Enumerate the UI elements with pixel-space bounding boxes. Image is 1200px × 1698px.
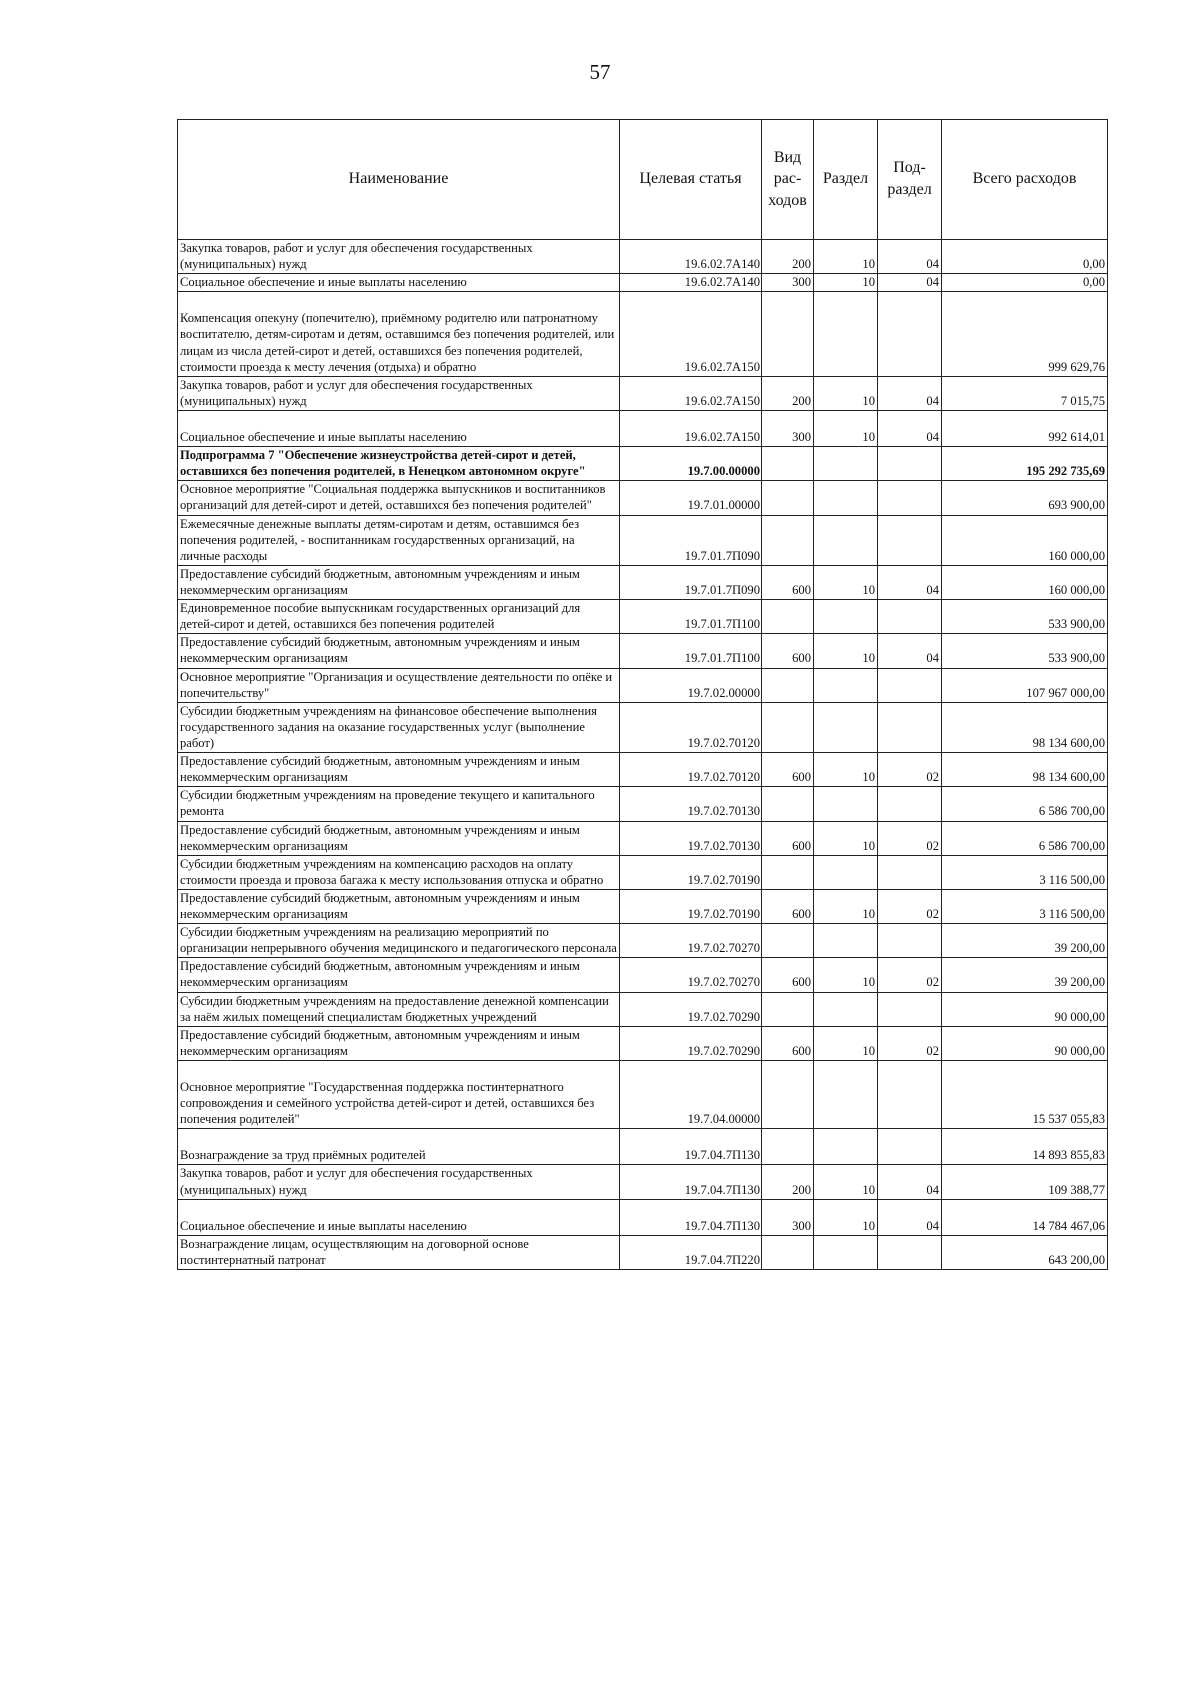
row-razdel <box>814 702 878 752</box>
row-podrazdel <box>878 855 942 889</box>
row-podrazdel <box>878 1235 942 1269</box>
row-code: 19.7.01.7П100 <box>620 600 762 634</box>
row-razdel <box>814 447 878 481</box>
row-total: 6 586 700,00 <box>942 787 1108 821</box>
row-vid: 300 <box>762 1199 814 1235</box>
row-code: 19.7.02.70130 <box>620 787 762 821</box>
table-row <box>178 668 1108 702</box>
row-total: 992 614,01 <box>942 410 1108 446</box>
table-row <box>178 410 1108 446</box>
row-total: 3 116 500,00 <box>942 855 1108 889</box>
row-code: 19.7.02.70270 <box>620 958 762 992</box>
row-total: 14 784 467,06 <box>942 1199 1108 1235</box>
row-total: 3 116 500,00 <box>942 889 1108 923</box>
row-name: Субсидии бюджетным учреждениям на проведение текущего и капитального ремонта <box>178 787 620 821</box>
row-razdel: 10 <box>814 889 878 923</box>
row-name: Субсидии бюджетным учреждениям на компенсацию расходов на оплату стоимости проезда и провоза багажа к месту использования отпуска и обратно <box>178 855 620 889</box>
row-vid <box>762 702 814 752</box>
row-code: 19.7.00.00000 <box>620 447 762 481</box>
row-podrazdel <box>878 1129 942 1165</box>
row-vid: 300 <box>762 410 814 446</box>
row-razdel: 10 <box>814 821 878 855</box>
row-total: 160 000,00 <box>942 565 1108 599</box>
row-code: 19.7.02.70290 <box>620 992 762 1026</box>
row-total: 98 134 600,00 <box>942 753 1108 787</box>
row-name: Основное мероприятие "Государственная поддержка постинтернатного сопровождения и семейного устройства детей-сирот и детей, оставшихся без попечения родителей" <box>178 1061 620 1129</box>
row-vid <box>762 481 814 515</box>
table-row <box>178 1129 1108 1165</box>
row-code: 19.7.04.00000 <box>620 1061 762 1129</box>
row-code: 19.7.04.7П130 <box>620 1199 762 1235</box>
row-total: 533 900,00 <box>942 634 1108 668</box>
row-podrazdel: 04 <box>878 565 942 599</box>
row-total: 7 015,75 <box>942 376 1108 410</box>
row-razdel <box>814 515 878 565</box>
row-razdel <box>814 992 878 1026</box>
row-name: Предоставление субсидий бюджетным, автономным учреждениям и иным некоммерческим организациям <box>178 1026 620 1060</box>
table-row <box>178 753 1108 787</box>
row-vid: 600 <box>762 753 814 787</box>
row-total: 39 200,00 <box>942 924 1108 958</box>
table-row <box>178 240 1108 274</box>
row-total: 15 537 055,83 <box>942 1061 1108 1129</box>
row-razdel <box>814 1129 878 1165</box>
row-podrazdel <box>878 668 942 702</box>
row-total: 107 967 000,00 <box>942 668 1108 702</box>
row-razdel <box>814 1235 878 1269</box>
row-vid: 600 <box>762 958 814 992</box>
table-header-row <box>178 120 1108 240</box>
row-vid <box>762 1061 814 1129</box>
row-code: 19.7.02.70290 <box>620 1026 762 1060</box>
row-code: 19.7.02.00000 <box>620 668 762 702</box>
row-name: Социальное обеспечение и иные выплаты населению <box>178 274 620 292</box>
row-total: 643 200,00 <box>942 1235 1108 1269</box>
row-total: 693 900,00 <box>942 481 1108 515</box>
row-total: 98 134 600,00 <box>942 702 1108 752</box>
row-razdel <box>814 855 878 889</box>
row-podrazdel: 04 <box>878 1165 942 1199</box>
row-code: 19.7.04.7П220 <box>620 1235 762 1269</box>
row-razdel <box>814 787 878 821</box>
table-row <box>178 565 1108 599</box>
row-vid <box>762 924 814 958</box>
row-podrazdel <box>878 600 942 634</box>
row-vid <box>762 992 814 1026</box>
table-body <box>178 240 1108 1270</box>
table-row <box>178 702 1108 752</box>
row-total: 6 586 700,00 <box>942 821 1108 855</box>
row-razdel: 10 <box>814 376 878 410</box>
row-code: 19.7.04.7П130 <box>620 1129 762 1165</box>
row-vid: 600 <box>762 821 814 855</box>
row-total: 0,00 <box>942 240 1108 274</box>
header-total: Всего расходов <box>942 120 1108 240</box>
row-code: 19.7.02.70190 <box>620 889 762 923</box>
row-name: Вознаграждение за труд приёмных родителей <box>178 1129 620 1165</box>
page-number: 57 <box>589 60 611 84</box>
table-row <box>178 855 1108 889</box>
header-podrazdel: Под-раздел <box>878 120 942 240</box>
row-podrazdel: 02 <box>878 1026 942 1060</box>
row-podrazdel <box>878 924 942 958</box>
row-name: Основное мероприятие "Организация и осуществление деятельности по опёке и попечительству" <box>178 668 620 702</box>
row-vid: 300 <box>762 274 814 292</box>
row-podrazdel: 02 <box>878 958 942 992</box>
row-code: 19.7.02.70120 <box>620 753 762 787</box>
row-podrazdel: 04 <box>878 376 942 410</box>
row-code: 19.7.01.7П090 <box>620 565 762 599</box>
row-total: 109 388,77 <box>942 1165 1108 1199</box>
row-podrazdel: 04 <box>878 410 942 446</box>
table-row <box>178 634 1108 668</box>
row-vid <box>762 600 814 634</box>
row-razdel: 10 <box>814 565 878 599</box>
row-vid <box>762 447 814 481</box>
row-podrazdel <box>878 515 942 565</box>
row-razdel <box>814 600 878 634</box>
row-vid: 200 <box>762 1165 814 1199</box>
header-code: Целевая статья <box>620 120 762 240</box>
table-row <box>178 924 1108 958</box>
row-name: Вознаграждение лицам, осуществляющим на договорной основе постинтернатный патронат <box>178 1235 620 1269</box>
row-total: 39 200,00 <box>942 958 1108 992</box>
row-podrazdel: 02 <box>878 753 942 787</box>
row-razdel: 10 <box>814 410 878 446</box>
row-code: 19.6.02.7А150 <box>620 376 762 410</box>
row-name: Компенсация опекуну (попечителю), приёмному родителю или патронатному воспитателю, детям-сиротам и детям, оставшимся без попечения родителей, или лицам из числа детей-сирот и детей, оставшихся без попечения родителей, стоимости проезда к месту лечения (отдыха) и обратно <box>178 292 620 376</box>
table-row <box>178 1026 1108 1060</box>
row-podrazdel <box>878 992 942 1026</box>
row-razdel: 10 <box>814 1199 878 1235</box>
row-razdel: 10 <box>814 753 878 787</box>
row-vid: 600 <box>762 565 814 599</box>
row-name: Закупка товаров, работ и услуг для обеспечения государственных (муниципальных) нужд <box>178 376 620 410</box>
table-row <box>178 787 1108 821</box>
row-code: 19.6.02.7А150 <box>620 410 762 446</box>
table-row <box>178 821 1108 855</box>
row-code: 19.7.01.7П090 <box>620 515 762 565</box>
row-vid: 200 <box>762 376 814 410</box>
row-code: 19.7.02.70270 <box>620 924 762 958</box>
row-code: 19.6.02.7А140 <box>620 240 762 274</box>
row-podrazdel: 04 <box>878 274 942 292</box>
row-vid <box>762 787 814 821</box>
row-name: Предоставление субсидий бюджетным, автономным учреждениям и иным некоммерческим организациям <box>178 889 620 923</box>
row-name: Субсидии бюджетным учреждениям на предоставление денежной компенсации за наём жилых помещений специалистам бюджетных учреждений <box>178 992 620 1026</box>
row-name: Закупка товаров, работ и услуг для обеспечения государственных (муниципальных) нужд <box>178 1165 620 1199</box>
row-razdel: 10 <box>814 274 878 292</box>
row-vid: 600 <box>762 1026 814 1060</box>
row-name: Основное мероприятие "Социальная поддержка выпускников и воспитанников организаций для детей-сирот и детей, оставшихся без попечения родителей" <box>178 481 620 515</box>
row-vid <box>762 292 814 376</box>
table-row <box>178 992 1108 1026</box>
row-razdel: 10 <box>814 240 878 274</box>
row-name: Ежемесячные денежные выплаты детям-сиротам и детям, оставшимся без попечения родителей, - воспитанникам государственных организаций, на личные расходы <box>178 515 620 565</box>
row-podrazdel <box>878 292 942 376</box>
row-code: 19.7.02.70130 <box>620 821 762 855</box>
header-name: Наименование <box>178 120 620 240</box>
row-razdel: 10 <box>814 1165 878 1199</box>
table-row <box>178 274 1108 292</box>
row-razdel <box>814 481 878 515</box>
table-row <box>178 292 1108 376</box>
row-razdel <box>814 292 878 376</box>
row-name: Подпрограмма 7 "Обеспечение жизнеустройства детей-сирот и детей, оставшихся без попечения родителей, в Ненецком автономном округе" <box>178 447 620 481</box>
row-vid: 200 <box>762 240 814 274</box>
row-vid: 600 <box>762 634 814 668</box>
row-podrazdel <box>878 1061 942 1129</box>
table-row <box>178 481 1108 515</box>
header-razdel: Раздел <box>814 120 878 240</box>
table-row <box>178 447 1108 481</box>
row-code: 19.7.01.00000 <box>620 481 762 515</box>
row-total: 195 292 735,69 <box>942 447 1108 481</box>
row-code: 19.6.02.7А140 <box>620 274 762 292</box>
row-code: 19.7.04.7П130 <box>620 1165 762 1199</box>
row-vid <box>762 855 814 889</box>
row-podrazdel <box>878 481 942 515</box>
row-podrazdel: 04 <box>878 240 942 274</box>
row-name: Социальное обеспечение и иные выплаты населению <box>178 410 620 446</box>
row-razdel <box>814 924 878 958</box>
row-total: 160 000,00 <box>942 515 1108 565</box>
row-name: Предоставление субсидий бюджетным, автономным учреждениям и иным некоммерческим организациям <box>178 634 620 668</box>
table-row <box>178 1199 1108 1235</box>
row-vid: 600 <box>762 889 814 923</box>
row-podrazdel: 04 <box>878 1199 942 1235</box>
table-row <box>178 1061 1108 1129</box>
row-vid <box>762 668 814 702</box>
row-podrazdel: 02 <box>878 821 942 855</box>
row-total: 90 000,00 <box>942 1026 1108 1060</box>
row-podrazdel <box>878 702 942 752</box>
row-razdel <box>814 668 878 702</box>
row-name: Предоставление субсидий бюджетным, автономным учреждениям и иным некоммерческим организациям <box>178 753 620 787</box>
table-row <box>178 1235 1108 1269</box>
table-row <box>178 958 1108 992</box>
row-name: Предоставление субсидий бюджетным, автономным учреждениям и иным некоммерческим организациям <box>178 821 620 855</box>
row-code: 19.7.02.70120 <box>620 702 762 752</box>
row-total: 14 893 855,83 <box>942 1129 1108 1165</box>
row-podrazdel <box>878 787 942 821</box>
row-name: Социальное обеспечение и иные выплаты населению <box>178 1199 620 1235</box>
row-name: Предоставление субсидий бюджетным, автономным учреждениям и иным некоммерческим организациям <box>178 958 620 992</box>
row-code: 19.7.02.70190 <box>620 855 762 889</box>
table-row <box>178 376 1108 410</box>
table-row <box>178 515 1108 565</box>
row-code: 19.7.01.7П100 <box>620 634 762 668</box>
row-code: 19.6.02.7А150 <box>620 292 762 376</box>
table-row <box>178 600 1108 634</box>
header-vid: Вид рас-ходов <box>762 120 814 240</box>
row-name: Предоставление субсидий бюджетным, автономным учреждениям и иным некоммерческим организациям <box>178 565 620 599</box>
row-total: 999 629,76 <box>942 292 1108 376</box>
row-razdel: 10 <box>814 1026 878 1060</box>
row-total: 0,00 <box>942 274 1108 292</box>
row-total: 90 000,00 <box>942 992 1108 1026</box>
row-razdel <box>814 1061 878 1129</box>
table-row <box>178 1165 1108 1199</box>
row-name: Закупка товаров, работ и услуг для обеспечения государственных (муниципальных) нужд <box>178 240 620 274</box>
table-row <box>178 889 1108 923</box>
row-vid <box>762 515 814 565</box>
row-vid <box>762 1129 814 1165</box>
row-name: Субсидии бюджетным учреждениям на финансовое обеспечение выполнения государственного задания на оказание государственных услуг (выполнение работ) <box>178 702 620 752</box>
row-podrazdel: 02 <box>878 889 942 923</box>
row-name: Единовременное пособие выпускникам государственных организаций для детей-сирот и детей, оставшихся без попечения родителей <box>178 600 620 634</box>
row-razdel: 10 <box>814 958 878 992</box>
row-podrazdel: 04 <box>878 634 942 668</box>
row-podrazdel <box>878 447 942 481</box>
row-total: 533 900,00 <box>942 600 1108 634</box>
row-name: Субсидии бюджетным учреждениям на реализацию мероприятий по организации непрерывного обучения медицинского и педагогического персонала <box>178 924 620 958</box>
budget-table <box>177 119 1108 1270</box>
row-vid <box>762 1235 814 1269</box>
row-razdel: 10 <box>814 634 878 668</box>
